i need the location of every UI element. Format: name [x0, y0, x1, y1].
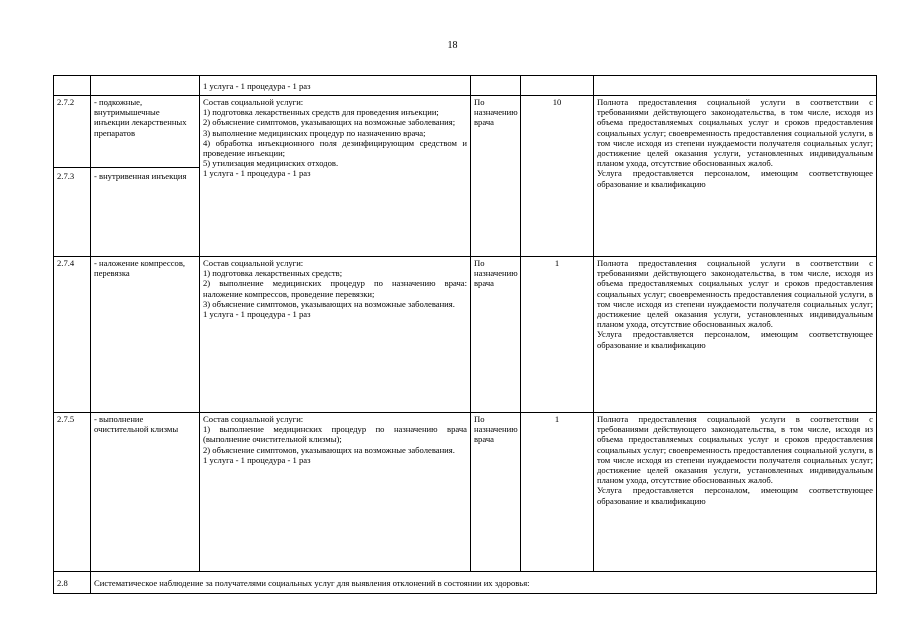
cell-num: [54, 257, 91, 413]
section-text: Систематическое наблюдение за получателями социальных услуг для выявления отклонений в состоянии их здоровья:: [94, 578, 530, 588]
service-number: 2.7.2: [57, 97, 75, 107]
content-line: 1 услуга - 1 процедура - 1 раз: [203, 168, 311, 179]
service-number: 2.7.4: [57, 258, 75, 268]
table-row: [54, 257, 877, 413]
service-period: По назначению врача: [474, 258, 518, 289]
cell-content: [200, 76, 471, 96]
service-period: По назначению врача: [474, 97, 518, 128]
content-line: 1) подготовка лекарственных средств для проведения инъекции;: [203, 107, 439, 118]
cell-period: [471, 257, 521, 413]
table-row: [54, 413, 877, 572]
top-row-text: 1 услуга - 1 процедура - 1 раз: [203, 81, 311, 91]
content-line: 1 услуга - 1 процедура - 1 раз: [203, 454, 311, 465]
content-line: 2) выполнение медицинских процедур по назначению врача: наложение компрессов, проведение перевязки;: [203, 278, 467, 299]
quality-line: Полнота предоставления социальной услуги в соответствии с требованиями действующего законодательства, в том числе, исходя из объема предоставляемых социальных услуг и сроков предоставления социальных услуг; своевременность предоставления социальной услуги, в том числе исходя из степени нуждаемости получателя социальных услуг; достижение целей оказания услуги, установленных индивидуальным планом ухода, отсутствие обоснованных жалоб.: [597, 414, 873, 486]
cell-count: [521, 96, 594, 257]
service-count: 1: [554, 258, 560, 268]
service-number: 2.7.5: [57, 414, 75, 424]
cell-count: [521, 76, 594, 96]
content-line: 5) утилизация медицинских отходов.: [203, 158, 339, 169]
cell-period: [471, 96, 521, 257]
cell-name: [91, 96, 200, 257]
service-count: 10: [552, 97, 562, 107]
content-line: 2) объяснение симптомов, указывающих на возможные заболевания.: [203, 444, 455, 455]
cell-count: [521, 413, 594, 572]
cell-section-text: [91, 572, 877, 594]
service-name: - подкожные, внутримышечные инъекции лекарственных препаратов: [94, 97, 187, 138]
service-period: По назначению врача: [474, 414, 518, 445]
service-name: - наложение компрессов, перевязка: [94, 258, 186, 279]
content-line: 2) объяснение симптомов, указывающих на возможные заболевания;: [203, 117, 456, 128]
cell-period: [471, 76, 521, 96]
cell-num: [54, 76, 91, 96]
cell-name: [91, 76, 200, 96]
quality-line: Услуга предоставляется персоналом, имеющим соответствующее образование и квалификацию: [597, 485, 873, 506]
quality-line: Услуга предоставляется персоналом, имеющим соответствующее образование и квалификацию: [597, 329, 873, 350]
cell-content: [200, 257, 471, 413]
cell-num: [54, 96, 91, 257]
cell-num: [54, 572, 91, 594]
cell-name: [91, 257, 200, 413]
service-name: - внутривенная инъекция: [94, 171, 187, 181]
quality-line: Полнота предоставления социальной услуги в соответствии с требованиями действующего законодательства, в том числе, исходя из объема предоставляемых социальных услуг и сроков предоставления социальных услуг; своевременность предоставления социальной услуги, в том числе исходя из степени нуждаемости получателя социальных услуг; достижение целей оказания услуги, установленных индивидуальным планом ухода, отсутствие обоснованных жалоб.: [597, 258, 873, 330]
service-count: 1: [554, 414, 560, 424]
quality-line: Услуга предоставляется персоналом, имеющим соответствующее образование и квалификацию: [597, 168, 873, 189]
content-line: 3) объяснение симптомов, указывающих на возможные заболевания.: [203, 298, 455, 309]
cell-content: [200, 413, 471, 572]
table-row-bottom: [54, 572, 877, 594]
service-number: 2.7.3: [57, 171, 75, 181]
content-line: 1) подготовка лекарственных средств;: [203, 268, 343, 279]
service-name: - выполнение очистительной клизмы: [94, 414, 179, 435]
cell-quality: [594, 96, 877, 257]
cell-quality: [594, 413, 877, 572]
content-line: 1) выполнение медицинских процедур по назначению врача (выполнение очистительной клизмы);: [203, 424, 467, 445]
cell-name: [91, 413, 200, 572]
cell-period: [471, 413, 521, 572]
section-number: 2.8: [57, 578, 68, 588]
cell-content: [200, 96, 471, 257]
quality-line: Полнота предоставления социальной услуги в соответствии с требованиями действующего законодательства, в том числе, исходя из объема предоставляемых социальных услуг и сроков предоставления социальных услуг; своевременность предоставления социальной услуги, в том числе исходя из степени нуждаемости получателя социальных услуг; достижение целей оказания услуги, установленных индивидуальным планом ухода, отсутствие обоснованных жалоб.: [597, 97, 873, 169]
content-line: Состав социальной услуги:: [203, 414, 304, 424]
content-line: 3) выполнение медицинских процедур по назначению врача;: [203, 127, 426, 138]
content-line: Состав социальной услуги:: [203, 97, 304, 107]
content-line: Состав социальной услуги:: [203, 258, 304, 268]
table-row-top: [54, 76, 877, 96]
cell-num: [54, 413, 91, 572]
services-table: [53, 75, 877, 594]
content-line: 4) обработка инъекционного поля дезинфицирующим средством и проведение инъекции;: [203, 137, 467, 159]
cell-quality: [594, 76, 877, 96]
content-line: 1 услуга - 1 процедура - 1 раз: [203, 309, 311, 320]
cell-quality: [594, 257, 877, 413]
page-number: 18: [447, 40, 458, 51]
table-row: [54, 96, 877, 257]
cell-count: [521, 257, 594, 413]
